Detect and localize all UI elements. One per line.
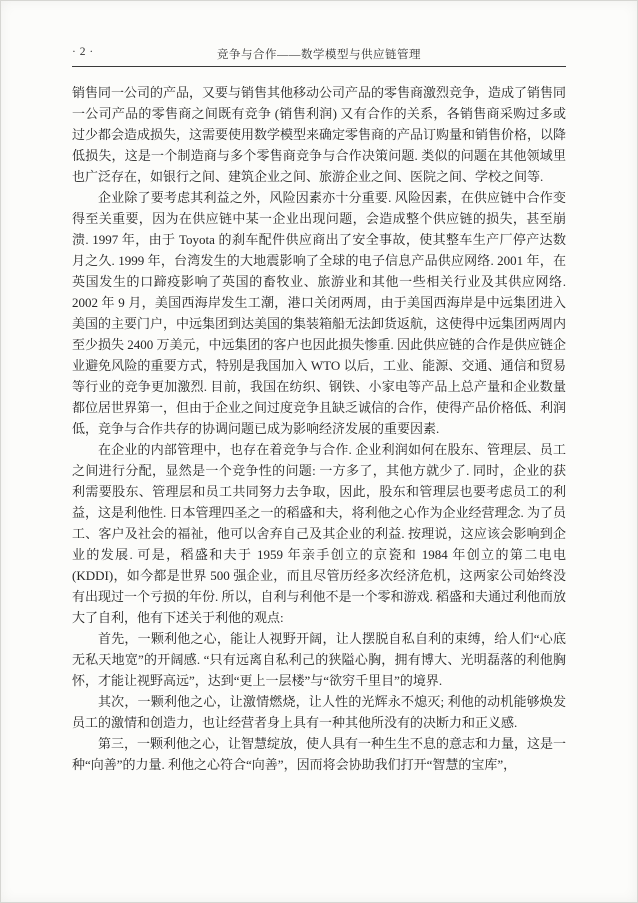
header-divider [72,66,566,67]
page-body [72,82,566,775]
paragraph: 首先，一颗利他之心，能让人视野开阔，让人摆脱自私自利的束缚，给人们“心底无私天地宽”的开阔感. “只有远离自私利己的狭隘心胸，拥有博大、光明磊落的利他胸怀，才能让视野高远”，达到“更上一层楼”与“欲穷千里目”的境界. [72,631,566,688]
running-header [72,46,566,62]
paragraph: 企业除了要考虑其利益之外，风险因素亦十分重要. 风险因素，在供应链中合作变得至关重要，因为在供应链中某一企业出现问题，会造成整个供应链的损失，甚至崩溃. 1997 年，由于 Toyota 的刹车配件供应商出了安全事故，使其整车生产厂停产达数月之久. 1999 年，台湾发生的大地震影响了全球的电子信息产品供应网络. 2001 年，在英国发生的口蹄疫影响了英国的畜牧业、旅游业和其他一些相关行业及其供应网络. 2002 年 9 月，美国西海岸发生工潮，港口关闭两周，由于美国西海岸是中远集团进入美国的主要门户，中远集团到达美国的集装箱船无法卸货返航，这使得中远集团两周内至少损失 2400 万美元，中远集团的客户也因此损失惨重. 因此供应链的合作是供应链企业避免风险的重要方式，特别是我国加入 WTO 以后，工业、能源、交通、通信和贸易等行业的竞争更加激烈. 目前，我国在纺织、钢铁、小家电等产品上总产量和企业数量都位居世界第一，但由于企业之间过度竞争且缺乏诚信的合作，使得产品价格低、利润低，竞争与合作共存的协调问题已成为影响经济发展的重要因素. [72,190,567,436]
paragraph: 销售同一公司的产品，又要与销售其他移动公司产品的零售商激烈竞争，造成了销售同一公司产品的零售商之间既有竞争 (销售利润) 又有合作的关系，各销售商采购过多或过少都会造成损失，这需要使用数学模型来确定零售商的产品订购量和销售价格，以降低损失，这是一个制造商与多个零售商竞争与合作决策问题. 类似的问题在其他领域里也广泛存在，如银行之间、建筑企业之间、旅游企业之间、医院之间、学校之间等. [72,85,567,184]
paragraph: 其次，一颗利他之心，让激情燃烧，让人性的光辉永不熄灭; 利他的动机能够焕发员工的激情和创造力，也让经营者身上具有一种其他所没有的决断力和正义感. [72,694,566,730]
paragraph: 第三，一颗利他之心，让智慧绽放，使人具有一种生生不息的意志和力量，这是一种“向善”的力量. 利他之心符合“向善”，因而将会协助我们打开“智慧的宝库”， [72,736,567,772]
running-title: 竞争与合作——数学模型与供应链管理 [217,49,421,61]
page-number: · 2 · [72,46,94,58]
paragraph: 在企业的内部管理中，也存在着竞争与合作. 企业利润如何在股东、管理层、员工之间进行分配，显然是一个竞争性的问题: 一方多了，其他方就少了. 同时，企业的获利需要股东、管理层和员工共同努力去争取，因此，股东和管理层也要考虑员工的利益，这是利他性. 日本管理四圣之一的稻盛和夫，将利他之心作为企业经营理念. 为了员工、客户及社会的福祉，他可以舍弃自己及其企业的利益. 按理说，这应该会影响到企业的发展. 可是，稻盛和夫于 1959 年亲手创立的京瓷和 1984 年创立的第二电电 (KDDI)，如今都是世界 500 强企业，而且尽管历经多次经济危机，这两家公司始终没有出现过一个亏损的年份. 所以，自利与利他不是一个零和游戏. 稻盛和夫通过利他而放大了自利，他有下述关于利他的观点: [72,442,567,625]
